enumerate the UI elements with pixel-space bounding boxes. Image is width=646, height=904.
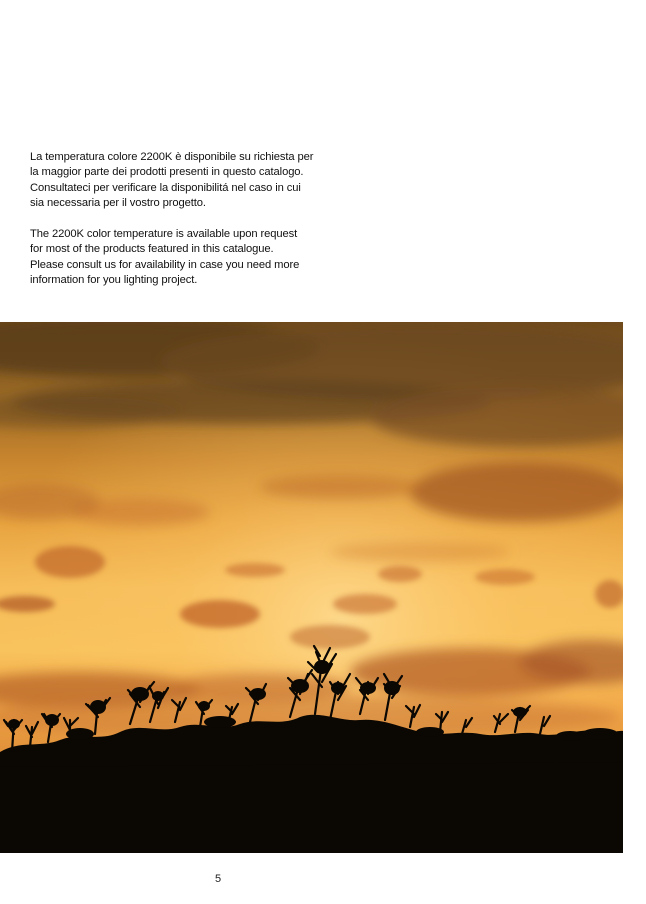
- page-number: 5: [214, 873, 222, 885]
- paragraph-english: The 2200K color temperature is available upon request for most of the products featured in this catalogue. Please consult us for availability in case you need more information for you lighting project.: [30, 228, 300, 287]
- paragraph-italian: La temperatura colore 2200K è disponibile su richiesta per la maggior parte dei prodotti presenti in questo catalogo. Consultateci per verificare la disponibilitá nel caso in cui sia necessaria per il vostro progetto.: [30, 151, 314, 210]
- text-block: [30, 150, 330, 289]
- sunset-photo: [0, 322, 623, 853]
